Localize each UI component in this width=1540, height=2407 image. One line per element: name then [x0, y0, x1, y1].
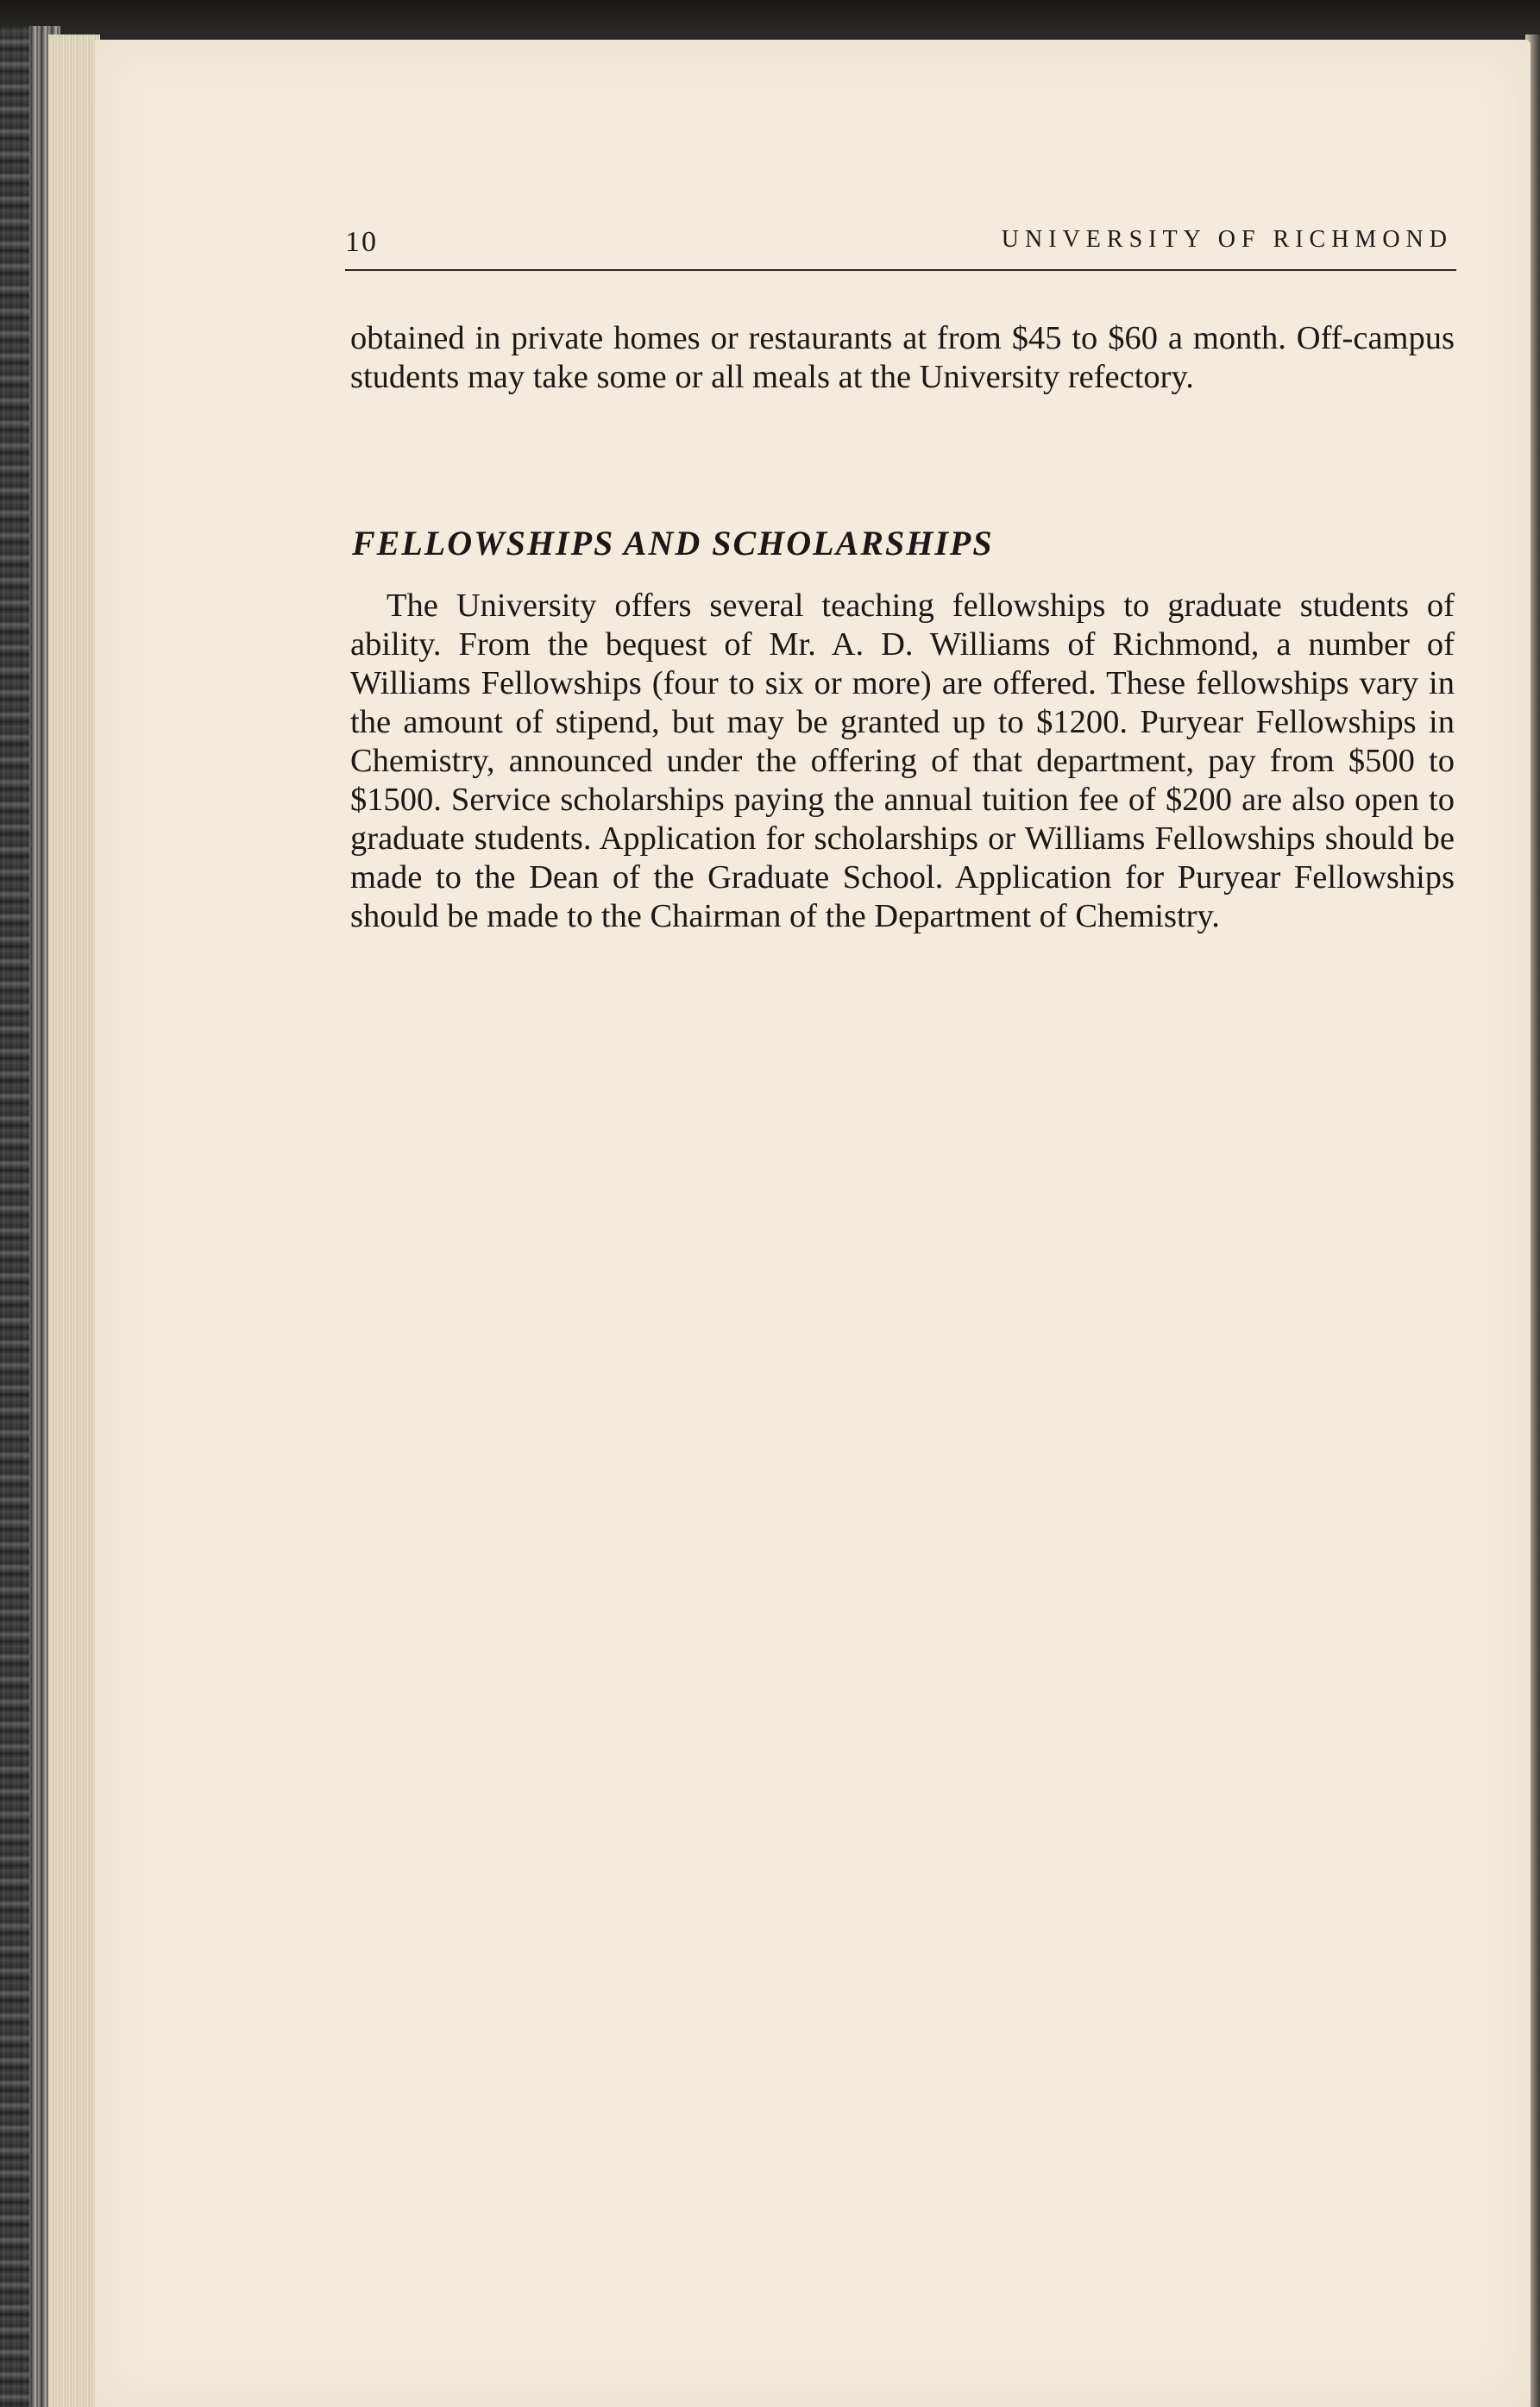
scan-background-top	[0, 0, 1540, 35]
page-number: 10	[345, 226, 378, 258]
paragraph-fellowships: The University offers several teaching fellowships to graduate students of ability. From the bequest of Mr. A. D. Williams of Richmond, a number of Williams Fellowships (four to six or more) are offered. These fellowships vary in the amount of stipend, but may be granted up to $1200. Puryear Fellowships in Chemistry, announced under the offering of that department, pay from $500 to $1500. Service scholarships paying the annual tuition fee of $200 are also open to graduate students. Application for scholarships or Williams Fellowships should be made to the Dean of the Graduate School. Application for Puryear Fellowships should be made to the Chairman of the Department of Chemistry.	[350, 588, 1455, 934]
paragraph-meals: obtained in private homes or restaurants at from $45 to $60 a month. Off-campus students may take some or all meals at the University refectory.	[350, 320, 1455, 395]
running-head	[345, 226, 1456, 271]
page-stack-edges	[48, 35, 100, 2407]
section-heading: FELLOWSHIPS AND SCHOLARSHIPS	[352, 524, 994, 562]
running-head-title: UNIVERSITY OF RICHMOND	[1001, 226, 1453, 253]
book-cover-edge	[0, 26, 29, 2407]
